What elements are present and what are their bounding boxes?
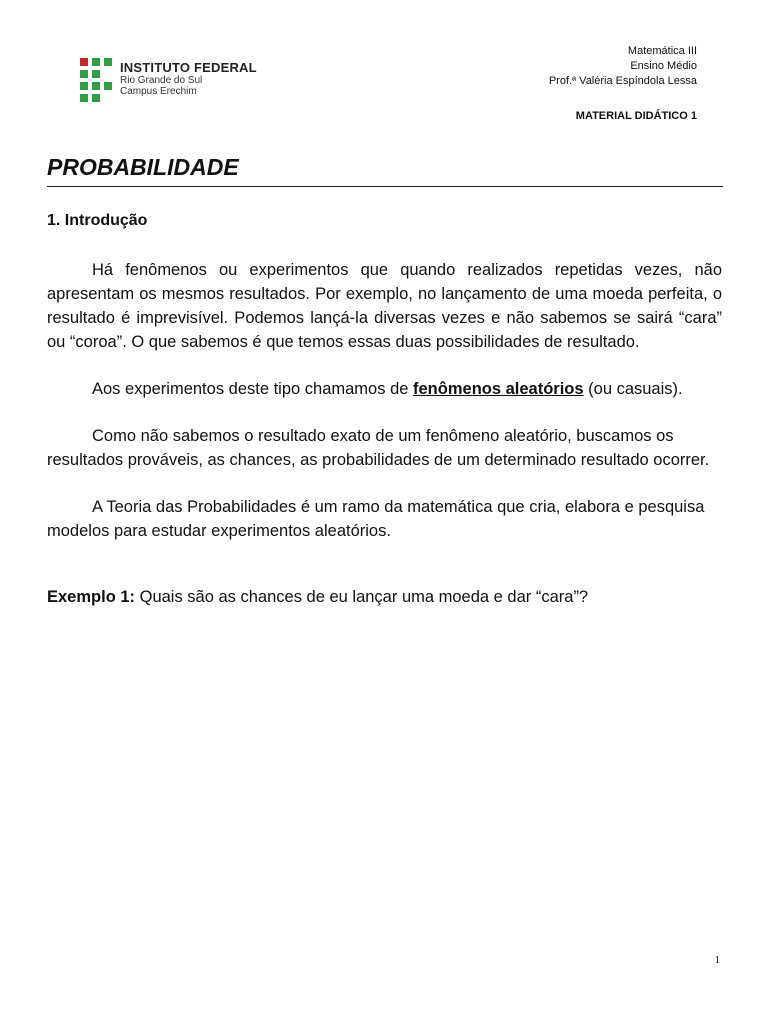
example-1	[47, 585, 722, 609]
logo-square	[104, 82, 112, 90]
paragraph-3: Como não sabemos o resultado exato de um fenômeno aleatório, buscamos os resultados prováveis, as chances, as probabilidades de um determinado resultado ocorrer.	[47, 427, 710, 469]
logo-square	[80, 70, 88, 78]
section-heading: 1. Introdução	[47, 212, 148, 229]
logo-state: Rio Grande do Sul	[120, 75, 203, 86]
paragraph-2	[47, 377, 722, 401]
logo-square	[92, 58, 100, 66]
paragraph-2-tail: (ou casuais).	[583, 380, 683, 398]
logo-square	[104, 58, 112, 66]
logo-square	[92, 94, 100, 102]
page-number: 1	[714, 954, 720, 966]
header-course: Matemática III	[627, 45, 697, 57]
key-term: fenômenos aleatórios	[413, 380, 584, 398]
logo-square	[80, 94, 88, 102]
logo-square	[92, 70, 100, 78]
logo-text	[120, 58, 257, 97]
logo-square	[80, 82, 88, 90]
header-info	[549, 44, 697, 89]
logo-campus: Campus Erechim	[120, 86, 197, 97]
header-teacher: Prof.ª Valéria Espíndola Lessa	[548, 75, 697, 87]
logo-square-red	[80, 58, 88, 66]
logo-institution-name: INSTITUTO FEDERAL	[120, 60, 257, 75]
page-title: PROBABILIDADE	[47, 154, 239, 180]
document-body	[47, 258, 722, 632]
header-level: Ensino Médio	[630, 60, 697, 72]
title-divider	[47, 186, 723, 187]
header-material: MATERIAL DIDÁTICO 1	[575, 110, 697, 122]
example-question: Quais são as chances de eu lançar uma moeda e dar “cara”?	[135, 588, 589, 606]
example-label: Exemplo 1:	[47, 588, 136, 606]
paragraph-1: Há fenômenos ou experimentos que quando realizados repetidas vezes, não apresentam os mesmos resultados. Por exemplo, no lançamento de uma moeda perfeita, o resultado é imprevisível. Podemos lançá-la diversas vezes e não sabemos se sairá “cara” ou “coroa”. O que sabemos é que temos essas duas possibilidades de resultado.	[47, 261, 722, 351]
paragraph-2-text: Aos experimentos deste tipo chamamos de	[92, 380, 414, 398]
institution-logo	[80, 58, 257, 102]
logo-square	[92, 82, 100, 90]
logo-grid-icon	[80, 58, 112, 102]
paragraph-4: A Teoria das Probabilidades é um ramo da matemática que cria, elabora e pesquisa modelos para estudar experimentos aleatórios.	[47, 498, 705, 540]
